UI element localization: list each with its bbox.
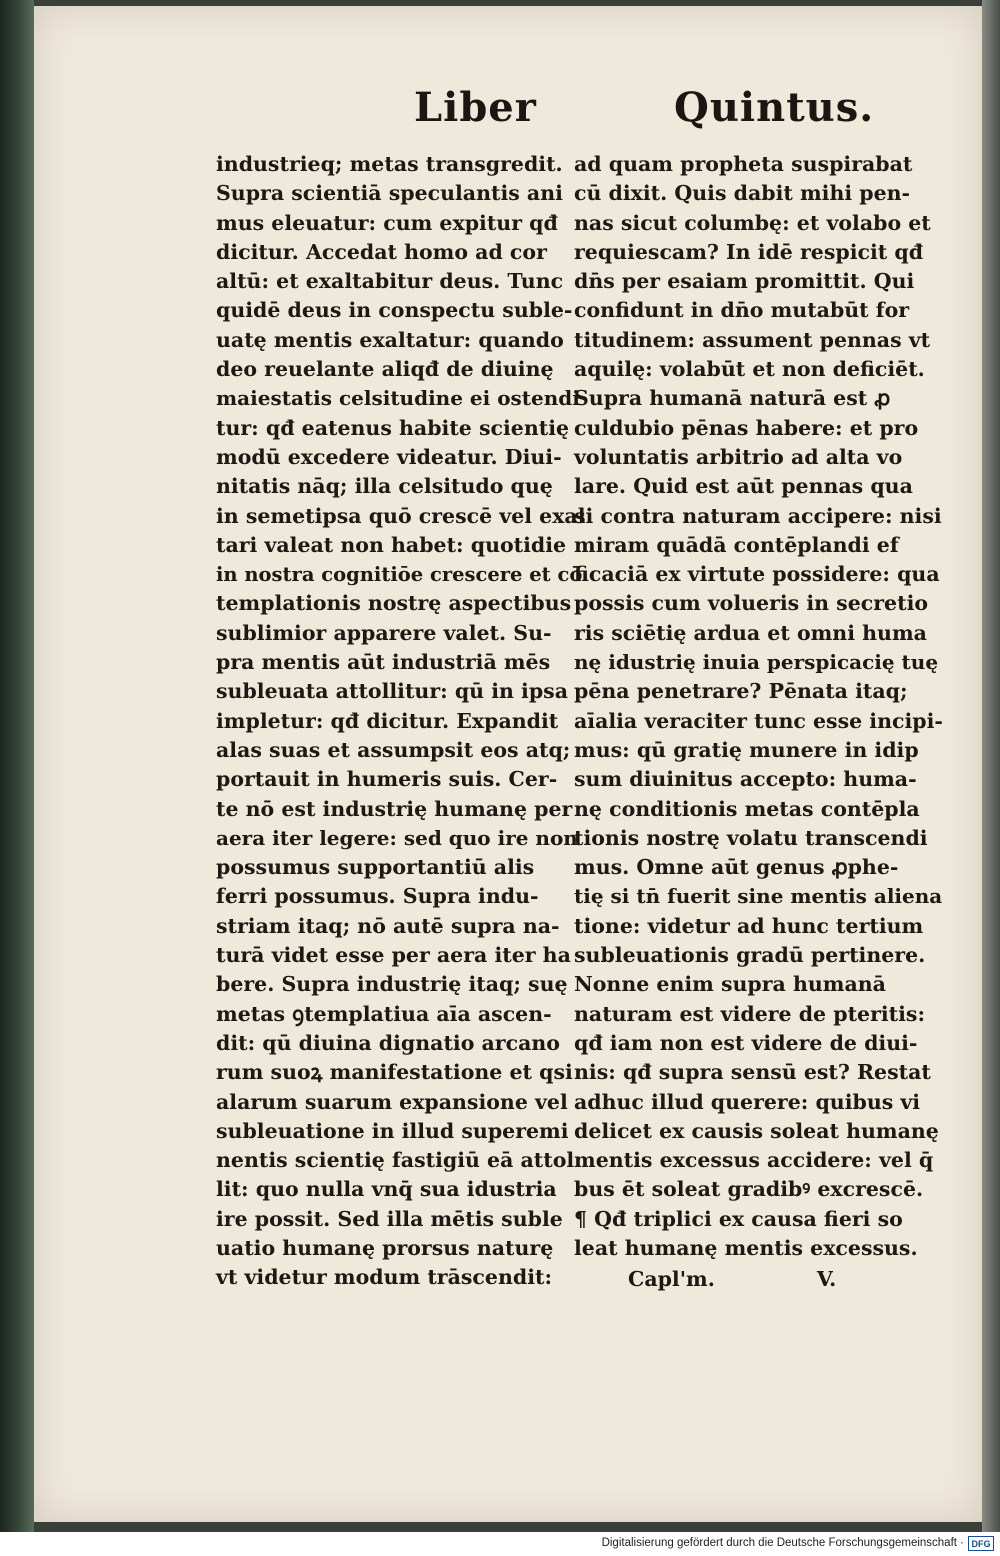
text-line: deo reuelante aliqđ de diuinę (216, 357, 554, 382)
text-line: ris sciētię ardua et omni huma (574, 620, 927, 645)
chapter-number: V. (816, 1267, 837, 1292)
right-text-column (574, 150, 943, 1297)
running-head-left: Liber (414, 84, 537, 131)
text-line: ferri possumus. Supra indu- (216, 884, 539, 909)
text-line: delicet ex causis soleat humanę (574, 1118, 939, 1143)
text-line: impletur: qđ dicitur. Expandit (216, 708, 559, 733)
chapter-label: Capl'm. (628, 1267, 715, 1292)
page-right-edge (982, 0, 1000, 1532)
text-line: altū: et exaltabitur deus. Tunc (216, 269, 564, 294)
text-line: alarum suarum expansione vel (216, 1089, 568, 1114)
text-line: quidē deus in conspectu suble- (216, 298, 573, 323)
text-line: rum suoꝝ manifestatione et qsi (216, 1060, 573, 1085)
text-line: titudinem: assument pennas vt (574, 327, 931, 352)
text-line: metas ꝯtemplatiua aīa ascen- (216, 1001, 552, 1026)
text-line: in semetipsa quō crescē vel exal (216, 503, 586, 528)
text-line: si contra naturam accipere: nisi (574, 503, 942, 528)
text-line: tionis nostrę volatu transcendi (574, 825, 928, 850)
text-line: portauit in humeris suis. Cer- (216, 767, 558, 792)
text-line: striam itaq; nō autē supra na- (216, 913, 560, 938)
text-line: sum diuinitus accepto: huma- (574, 767, 917, 792)
text-line: sublimior apparere valet. Su- (216, 620, 552, 645)
text-line: mus. Omne aūt genus ꝓphe- (574, 855, 899, 880)
text-line: modū excedere videatur. Diui- (216, 444, 562, 469)
text-line: uatę mentis exaltatur: quando (216, 327, 564, 352)
text-line: bere. Supra industrię itaq; suę (216, 972, 568, 997)
text-line: aquilę: volabūt et non deficiēt. (574, 357, 925, 382)
text-line: dicitur. Accedat homo ad cor (216, 239, 547, 264)
text-line: dit: qū diuina dignatio arcano (216, 1030, 560, 1055)
text-line: alas suas et assumpsit eos atq; (216, 737, 571, 762)
text-line: nę idustrię inuia perspicacię tuę (574, 650, 939, 675)
running-head-right: Quintus. (674, 84, 875, 131)
text-line: nis: qđ supra sensū est? Restat (574, 1060, 931, 1085)
running-head (34, 84, 982, 144)
text-line: nas sicut columbę: et volabo et (574, 210, 931, 235)
text-line: nitatis nāq; illa celsitudo quę (216, 474, 553, 499)
text-line: voluntatis arbitrio ad alta vo (574, 444, 903, 469)
text-line: subleuata attollitur: qū in ipsa (216, 679, 568, 704)
text-line: confidunt in dn̄o mutabūt for (574, 298, 910, 323)
text-line: culdubio pēnas habere: et pro (574, 415, 919, 440)
book-page (34, 6, 982, 1522)
text-line: subleuatione in illud superemi (216, 1118, 569, 1143)
text-line: lit: quo nulla vnq̄ sua idustria (216, 1177, 557, 1202)
text-line: subleuationis gradū pertinere. (574, 943, 926, 968)
text-line: Supra humanā naturā est ꝓ (574, 386, 891, 411)
text-line: te nō est industrię humanę per (216, 796, 573, 821)
chapter-heading (574, 1265, 934, 1297)
dfg-logo: DFG (968, 1536, 994, 1551)
text-line: bus ēt soleat gradibꝰ excrescē. (574, 1177, 924, 1202)
left-text-column (216, 150, 586, 1293)
text-line: tur: qđ eatenus habite scientię (216, 415, 570, 440)
text-line: industrieq; metas transgredit. (216, 152, 563, 176)
text-line: dn̄s per esaiam promittit. Qui (574, 269, 915, 294)
right-column-lines (574, 150, 943, 1263)
footer-bar (0, 1532, 1000, 1556)
text-line: turā videt esse per aera iter ha (216, 943, 571, 968)
text-line: in nostra cognitiōe crescere et cō (216, 563, 583, 587)
text-line: nentis scientię fastigiū eā attol (216, 1148, 575, 1173)
text-line: leat humanę mentis excessus. (574, 1235, 918, 1260)
text-line: possis cum volueris in secretio (574, 591, 929, 616)
text-line: lare. Quid est aūt pennas qua (574, 474, 913, 499)
text-line: mus: qū gratię munere in idip (574, 737, 919, 762)
text-line: ¶ Qđ triplici ex causa fieri so (574, 1206, 903, 1231)
text-line: qđ iam non est videre de diui- (574, 1030, 918, 1055)
text-line: possumus supportantiū alis (216, 855, 535, 880)
book-spine-edge (0, 0, 34, 1532)
text-line: ire possit. Sed illa mētis suble (216, 1206, 563, 1231)
text-line: ficaciā ex virtute possidere: qua (574, 562, 940, 587)
text-line: vt videtur modum trāscendit: (216, 1265, 553, 1290)
text-line: naturam est videre de pteritis: (574, 1001, 926, 1026)
text-line: aera iter legere: sed quo ire non (216, 825, 578, 850)
text-line: requiescam? In idē respicit qđ (574, 239, 924, 264)
text-line: tię si tn̄ fuerit sine mentis aliena (574, 884, 943, 909)
text-line: tione: videtur ad hunc tertium (574, 913, 924, 938)
text-line: pra mentis aūt industriā mēs (216, 650, 551, 675)
text-line: aīalia veraciter tunc esse incipi- (574, 708, 943, 733)
text-line: cū dixit. Quis dabit mihi pen- (574, 181, 911, 206)
text-line: nę conditionis metas contēpla (574, 796, 920, 821)
text-line: mentis excessus accidere: vel q̄ (574, 1148, 934, 1173)
text-line: adhuc illud querere: quibus vi (574, 1089, 921, 1114)
text-line: ad quam propheta suspirabat (574, 152, 913, 176)
text-line: pēna penetrare? Pēnata itaq; (574, 679, 908, 704)
text-line: miram quādā contēplandi ef (574, 532, 899, 557)
text-line: templationis nostrę aspectibus (216, 591, 572, 616)
text-line: Supra scientiā speculantis ani (216, 181, 563, 206)
text-line: mus eleuatur: cum expitur qđ (216, 210, 558, 235)
text-line: tari valeat non habet: quotidie (216, 532, 567, 557)
text-line: Nonne enim supra humanā (574, 972, 886, 997)
text-line: uatio humanę prorsus naturę (216, 1235, 554, 1260)
footer-credit: Digitalisierung gefördert durch die Deutsche Forschungsgemeinschaft · (601, 1537, 964, 1549)
text-line: maiestatis celsitudine ei ostendi (216, 386, 580, 411)
